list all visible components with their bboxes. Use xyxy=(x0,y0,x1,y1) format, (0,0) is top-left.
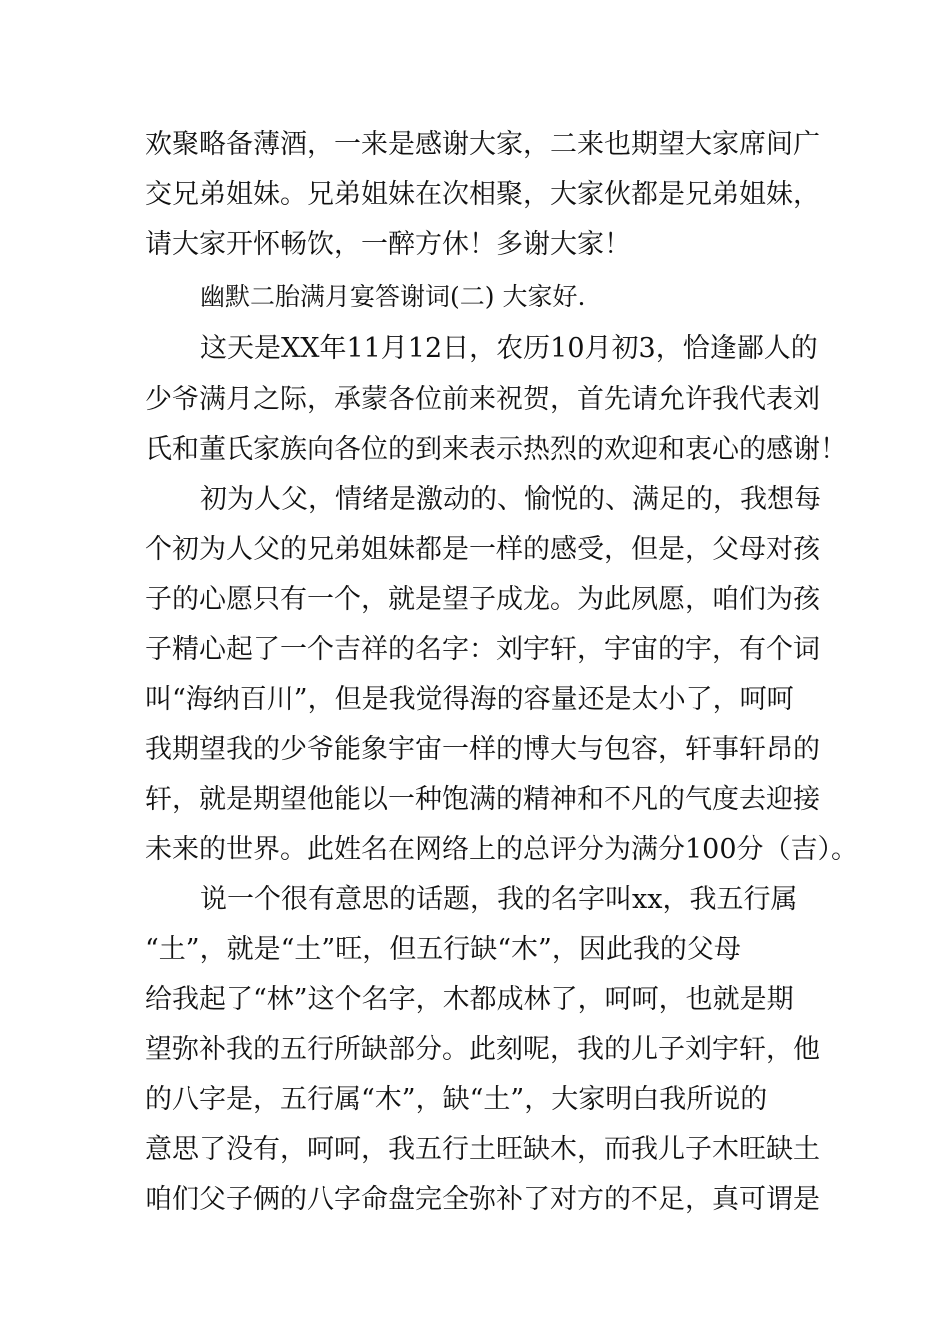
text-line: 说一个很有意思的话题，我的名字叫xx，我五行属 xyxy=(200,884,798,915)
text-line: 望弥补我的五行所缺部分。此刻呢，我的儿子刘宇轩，他 xyxy=(145,1034,820,1065)
text-line: 子精心起了一个吉祥的名字：刘宇轩，宇宙的宇，有个词 xyxy=(145,634,820,665)
text-line: 未来的世界。此姓名在网络上的总评分为满分100分（吉）。 xyxy=(145,834,859,865)
text-line: 我期望我的少爷能象宇宙一样的博大与包容，轩事轩昂的 xyxy=(145,734,820,765)
text-line: 子的心愿只有一个，就是望子成龙。为此夙愿，咱们为孩 xyxy=(145,584,820,615)
text-line: 初为人父，情绪是激动的、愉悦的、满足的，我想每 xyxy=(200,484,821,515)
text-line: 氏和董氏家族向各位的到来表示热烈的欢迎和衷心的感谢！ xyxy=(145,434,847,465)
text-line: 的八字是，五行属“木”，缺“土”，大家明白我所说的 xyxy=(145,1084,768,1115)
text-line: “土”，就是“土”旺，但五行缺“木”，因此我的父母 xyxy=(145,934,741,965)
text-line: 个初为人父的兄弟姐妹都是一样的感受，但是，父母对孩 xyxy=(145,534,820,565)
text-line: 给我起了“林”这个名字，木都成林了，呵呵，也就是期 xyxy=(145,984,794,1015)
text-line: 这天是XX年11月12日，农历10月初3，恰逢鄙人的 xyxy=(200,333,818,364)
text-line: 欢聚略备薄酒，一来是感谢大家，二来也期望大家席间广 xyxy=(145,129,820,160)
text-line: 少爷满月之际，承蒙各位前来祝贺，首先请允许我代表刘 xyxy=(145,384,820,415)
text-line: 轩，就是期望他能以一种饱满的精神和不凡的气度去迎接 xyxy=(145,784,820,815)
text-line: 意思了没有，呵呵，我五行土旺缺木，而我儿子木旺缺土 xyxy=(145,1134,820,1165)
text-line: 咱们父子俩的八字命盘完全弥补了对方的不足，真可谓是 xyxy=(145,1184,820,1215)
text-line: 交兄弟姐妹。兄弟姐妹在次相聚，大家伙都是兄弟姐妹， xyxy=(145,179,820,210)
text-line: 叫“海纳百川”，但是我觉得海的容量还是太小了，呵呵 xyxy=(145,684,794,715)
section-heading: 幽默二胎满月宴答谢词(二) 大家好. xyxy=(200,282,586,311)
text-line: 请大家开怀畅饮，一醉方休！多谢大家！ xyxy=(145,229,631,260)
